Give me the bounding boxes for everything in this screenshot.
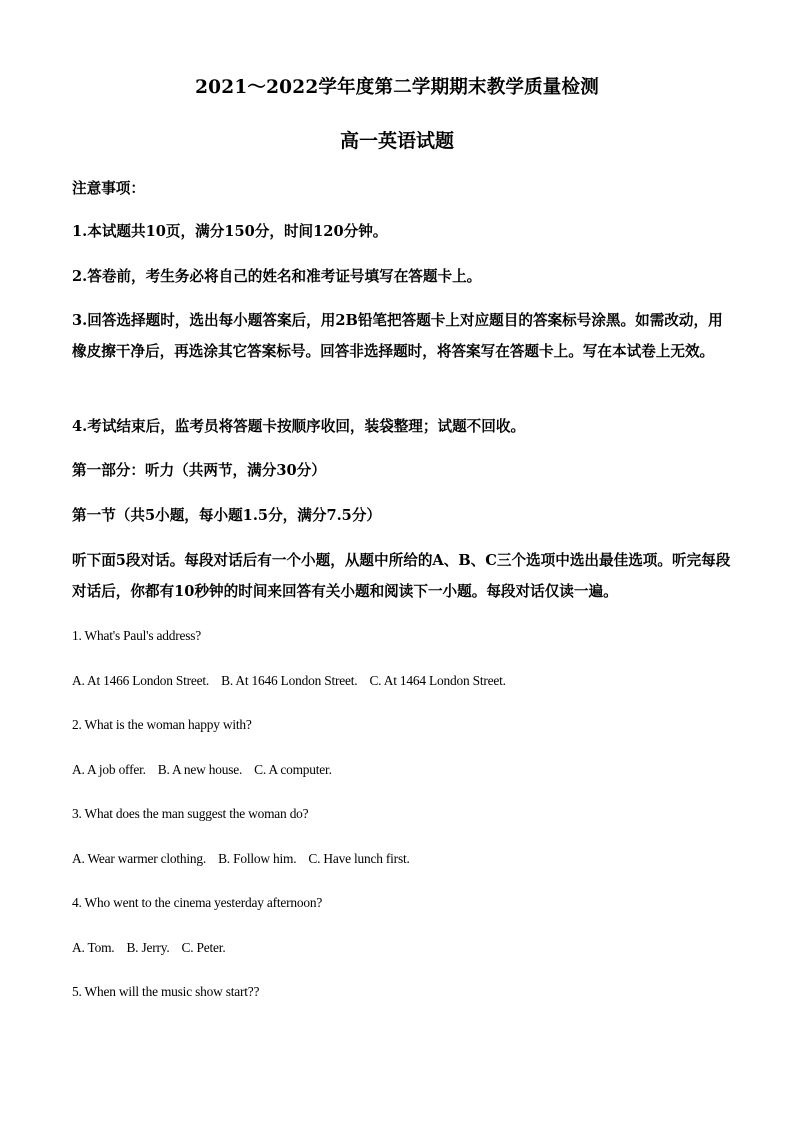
option-a: A. Tom. (72, 940, 115, 955)
notes-heading: 注意事项： (72, 180, 145, 197)
option-a: A. Wear warmer clothing. (72, 851, 207, 866)
question-4-options (72, 939, 732, 957)
question-4: 4. Who went to the cinema yesterday afternoon? (72, 895, 323, 910)
question-2: 2. What is the woman happy with? (72, 717, 252, 732)
exam-title: 2021～2022学年度第二学期期末教学质量检测 (195, 77, 599, 98)
option-a: A. A job offer. (72, 762, 146, 777)
note-item-1: 1.本试题共10页，满分150分，时间120分钟。 (72, 223, 388, 240)
option-b: B. A new house. (157, 762, 243, 777)
option-b: B. At 1646 London Street. (221, 673, 358, 688)
option-b: B. Follow him. (218, 851, 297, 866)
section-heading: 第一节（共5小题，每小题1.5分，满分7.5分） (72, 507, 382, 524)
exam-subtitle: 高一英语试题 (339, 130, 454, 152)
note-item-3: 3.回答选择题时，选出每小题答案后，用2B铅笔把答题卡上对应题目的答案标号涂黑。如需改动，用橡皮擦干净后，再选涂其它答案标号。回答非选择题时，将答案写在答题卡上。写在本试卷上无效。 (72, 312, 723, 360)
question-2-options (72, 761, 732, 779)
option-c: C. A computer. (254, 762, 332, 777)
option-c: C. Peter. (181, 940, 226, 955)
option-c: C. Have lunch first. (308, 851, 410, 866)
note-item-4: 4.考试结束后，监考员将答题卡按顺序收回，装袋整理；试题不回收。 (72, 418, 526, 435)
listening-instructions: 听下面5段对话。每段对话后有一个小题，从题中所给的A、B、C三个选项中选出最佳选项。听完每段对话后，你都有10秒钟的时间来回答有关小题和阅读下一小题。每段对话仅读一遍。 (72, 552, 731, 600)
option-b: B. Jerry. (126, 940, 170, 955)
question-3-options (72, 850, 732, 868)
part-heading: 第一部分：听力（共两节，满分30分） (72, 462, 326, 479)
note-item-2: 2.答卷前，考生务必将自己的姓名和准考证号填写在答题卡上。 (72, 268, 482, 285)
question-3: 3. What does the man suggest the woman do? (72, 806, 309, 821)
question-1-options (72, 672, 732, 690)
option-c: C. At 1464 London Street. (369, 673, 506, 688)
option-a: A. At 1466 London Street. (72, 673, 210, 688)
question-1: 1. What's Paul's address? (72, 628, 201, 643)
question-5: 5. When will the music show start?? (72, 984, 260, 999)
